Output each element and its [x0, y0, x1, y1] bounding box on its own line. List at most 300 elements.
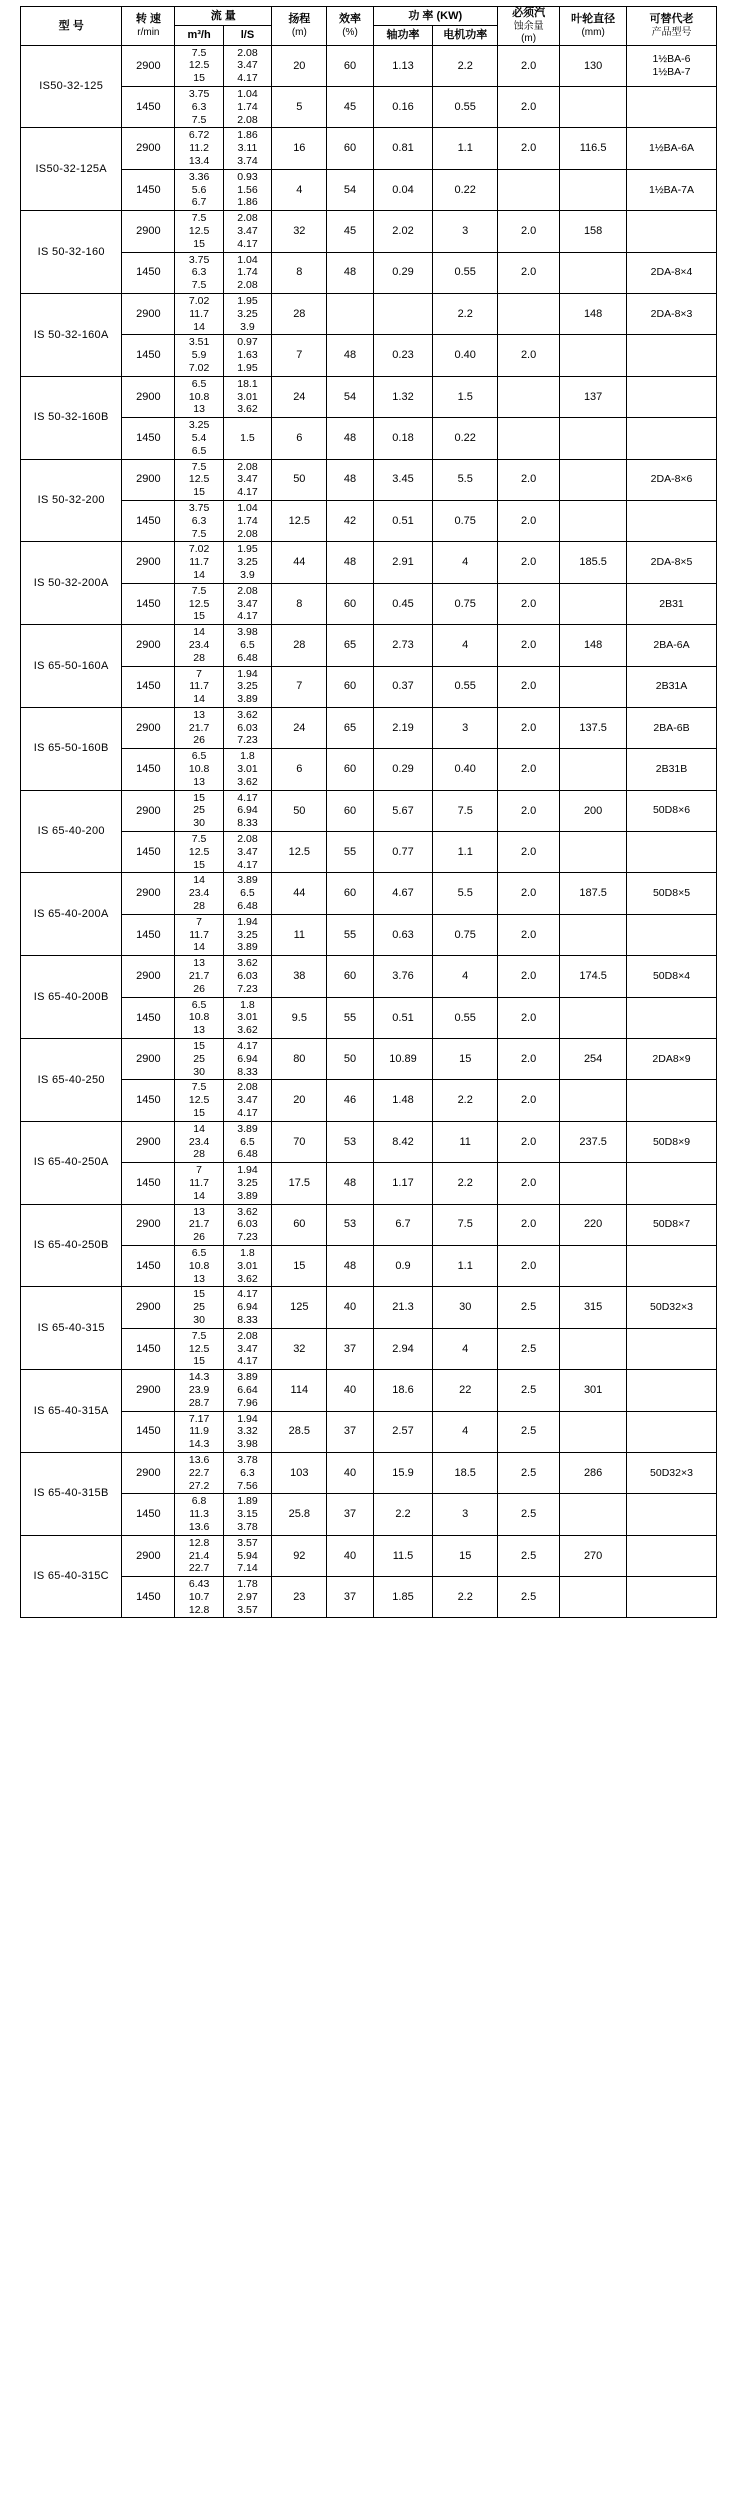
table-row: [21, 1080, 717, 1121]
cell-old-model: 2DA-8×5: [627, 542, 717, 583]
cell-motor-power: 2.2: [433, 45, 498, 86]
table-row: [21, 1577, 717, 1618]
cell-rpm: 1450: [122, 252, 175, 293]
cell-efficiency: 54: [327, 169, 373, 210]
cell-efficiency: 55: [327, 914, 373, 955]
cell-old-model: 50D8×5: [627, 873, 717, 914]
cell-shaft-power: 2.02: [373, 211, 433, 252]
cell-efficiency: 60: [327, 790, 373, 831]
cell-shaft-power: 0.18: [373, 418, 433, 459]
cell-impeller-diameter: 185.5: [560, 542, 627, 583]
cell-head: 32: [272, 211, 327, 252]
cell-npsh: 2.0: [497, 45, 559, 86]
cell-efficiency: 48: [327, 542, 373, 583]
table-row: [21, 87, 717, 128]
cell-motor-power: 2.2: [433, 1577, 498, 1618]
cell-efficiency: 55: [327, 997, 373, 1038]
cell-head: 12.5: [272, 500, 327, 541]
cell-npsh: 2.0: [497, 914, 559, 955]
cell-motor-power: 3: [433, 211, 498, 252]
cell-flow-m3h: 7 11.7 14: [175, 666, 223, 707]
cell-npsh: 2.0: [497, 956, 559, 997]
cell-npsh: 2.5: [497, 1411, 559, 1452]
cell-shaft-power: 2.73: [373, 625, 433, 666]
table-row: [21, 1039, 717, 1080]
cell-head: 16: [272, 128, 327, 169]
cell-shaft-power: 1.13: [373, 45, 433, 86]
cell-head: 20: [272, 45, 327, 86]
cell-old-model: [627, 87, 717, 128]
cell-model: IS 65-40-250B: [21, 1204, 122, 1287]
header-flow-m3h: m³/h: [175, 26, 223, 45]
cell-motor-power: 4: [433, 542, 498, 583]
cell-motor-power: 15: [433, 1535, 498, 1576]
cell-model: IS 50-32-160: [21, 211, 122, 294]
cell-impeller-diameter: [560, 1245, 627, 1286]
cell-head: 44: [272, 542, 327, 583]
cell-head: 32: [272, 1328, 327, 1369]
cell-model: IS 65-50-160A: [21, 625, 122, 708]
cell-efficiency: 48: [327, 252, 373, 293]
cell-impeller-diameter: [560, 252, 627, 293]
cell-motor-power: 5.5: [433, 873, 498, 914]
cell-head: 15: [272, 1245, 327, 1286]
cell-flow-m3h: 7 11.7 14: [175, 914, 223, 955]
cell-motor-power: 2.2: [433, 1163, 498, 1204]
cell-old-model: 2B31A: [627, 666, 717, 707]
cell-shaft-power: 1.17: [373, 1163, 433, 1204]
cell-shaft-power: 0.16: [373, 87, 433, 128]
cell-rpm: 1450: [122, 749, 175, 790]
cell-shaft-power: 3.76: [373, 956, 433, 997]
table-row: [21, 1411, 717, 1452]
cell-efficiency: 48: [327, 335, 373, 376]
cell-model: IS 65-40-200: [21, 790, 122, 873]
cell-impeller-diameter: [560, 1577, 627, 1618]
cell-rpm: 1450: [122, 1080, 175, 1121]
cell-flow-m3h: 14 23.4 28: [175, 873, 223, 914]
table-row: [21, 956, 717, 997]
cell-head: 23: [272, 1577, 327, 1618]
cell-impeller-diameter: [560, 335, 627, 376]
cell-flow-m3h: 6.5 10.8 13: [175, 1245, 223, 1286]
table-row: [21, 1535, 717, 1576]
cell-rpm: 1450: [122, 997, 175, 1038]
header-impeller-diameter: 叶轮直径 (mm): [560, 7, 627, 46]
cell-flow-m3h: 13.6 22.7 27.2: [175, 1452, 223, 1493]
cell-impeller-diameter: 148: [560, 293, 627, 334]
cell-motor-power: 3: [433, 1494, 498, 1535]
cell-impeller-diameter: [560, 997, 627, 1038]
cell-flow-ls: 18.1 3.01 3.62: [223, 376, 271, 417]
cell-motor-power: 0.55: [433, 997, 498, 1038]
cell-impeller-diameter: [560, 169, 627, 210]
cell-model: IS 65-40-315C: [21, 1535, 122, 1618]
cell-flow-m3h: 3.75 6.3 7.5: [175, 252, 223, 293]
table-row: [21, 1245, 717, 1286]
cell-impeller-diameter: 301: [560, 1370, 627, 1411]
cell-old-model: [627, 500, 717, 541]
cell-impeller-diameter: 237.5: [560, 1121, 627, 1162]
cell-motor-power: 0.75: [433, 583, 498, 624]
table-row: [21, 583, 717, 624]
cell-impeller-diameter: [560, 500, 627, 541]
cell-flow-ls: 3.89 6.5 6.48: [223, 1121, 271, 1162]
header-power: 功 率 (KW): [373, 7, 497, 26]
cell-npsh: 2.0: [497, 500, 559, 541]
cell-old-model: [627, 1080, 717, 1121]
cell-head: 11: [272, 914, 327, 955]
cell-flow-ls: 2.08 3.47 4.17: [223, 459, 271, 500]
cell-efficiency: 48: [327, 1163, 373, 1204]
cell-impeller-diameter: 200: [560, 790, 627, 831]
cell-npsh: 2.0: [497, 87, 559, 128]
cell-flow-m3h: 6.72 11.2 13.4: [175, 128, 223, 169]
cell-motor-power: 7.5: [433, 1204, 498, 1245]
cell-shaft-power: 0.51: [373, 500, 433, 541]
cell-npsh: [497, 418, 559, 459]
cell-shaft-power: 1.85: [373, 1577, 433, 1618]
cell-npsh: 2.0: [497, 335, 559, 376]
cell-flow-ls: 3.57 5.94 7.14: [223, 1535, 271, 1576]
cell-flow-m3h: 3.36 5.6 6.7: [175, 169, 223, 210]
cell-old-model: 2DA-8×6: [627, 459, 717, 500]
cell-flow-m3h: 7.02 11.7 14: [175, 293, 223, 334]
cell-model: IS 50-32-160A: [21, 293, 122, 376]
header-head: 扬程 (m): [272, 7, 327, 46]
cell-motor-power: 7.5: [433, 790, 498, 831]
cell-flow-m3h: 7.5 12.5 15: [175, 211, 223, 252]
cell-efficiency: 60: [327, 128, 373, 169]
cell-old-model: 50D8×7: [627, 1204, 717, 1245]
cell-flow-m3h: 15 25 30: [175, 790, 223, 831]
cell-npsh: 2.5: [497, 1452, 559, 1493]
cell-old-model: [627, 1577, 717, 1618]
cell-motor-power: 0.55: [433, 252, 498, 293]
cell-old-model: [627, 1535, 717, 1576]
cell-efficiency: 37: [327, 1411, 373, 1452]
table-row: [21, 252, 717, 293]
cell-shaft-power: 0.29: [373, 252, 433, 293]
cell-efficiency: 60: [327, 583, 373, 624]
cell-impeller-diameter: 174.5: [560, 956, 627, 997]
cell-impeller-diameter: 137.5: [560, 707, 627, 748]
cell-shaft-power: 0.81: [373, 128, 433, 169]
cell-old-model: [627, 418, 717, 459]
cell-npsh: 2.0: [497, 1245, 559, 1286]
cell-rpm: 1450: [122, 1328, 175, 1369]
cell-head: 114: [272, 1370, 327, 1411]
cell-impeller-diameter: [560, 583, 627, 624]
cell-npsh: 2.5: [497, 1535, 559, 1576]
pump-spec-table: [20, 6, 717, 1618]
cell-rpm: 2900: [122, 1121, 175, 1162]
cell-npsh: 2.5: [497, 1287, 559, 1328]
table-row: [21, 914, 717, 955]
cell-shaft-power: 21.3: [373, 1287, 433, 1328]
cell-shaft-power: 2.57: [373, 1411, 433, 1452]
cell-flow-ls: 1.95 3.25 3.9: [223, 542, 271, 583]
table-row: [21, 1370, 717, 1411]
cell-old-model: 2DA8×9: [627, 1039, 717, 1080]
cell-flow-m3h: 7.5 12.5 15: [175, 1080, 223, 1121]
cell-efficiency: 46: [327, 1080, 373, 1121]
cell-flow-m3h: 7.5 12.5 15: [175, 583, 223, 624]
cell-rpm: 2900: [122, 1204, 175, 1245]
cell-flow-ls: 2.08 3.47 4.17: [223, 1080, 271, 1121]
header-efficiency: 效率 (%): [327, 7, 373, 46]
cell-shaft-power: 5.67: [373, 790, 433, 831]
cell-rpm: 1450: [122, 832, 175, 873]
header-rpm: 转 速 r/min: [122, 7, 175, 46]
cell-flow-m3h: 7.02 11.7 14: [175, 542, 223, 583]
cell-model: IS50-32-125A: [21, 128, 122, 211]
cell-old-model: 50D8×6: [627, 790, 717, 831]
cell-flow-ls: 1.04 1.74 2.08: [223, 252, 271, 293]
cell-old-model: 1½BA-6 1½BA-7: [627, 45, 717, 86]
cell-shaft-power: 0.9: [373, 1245, 433, 1286]
cell-flow-ls: 2.08 3.47 4.17: [223, 211, 271, 252]
cell-shaft-power: 6.7: [373, 1204, 433, 1245]
cell-npsh: 2.0: [497, 1080, 559, 1121]
cell-flow-m3h: 13 21.7 26: [175, 1204, 223, 1245]
header-old-model: 可替代老 产品型号: [627, 7, 717, 46]
cell-shaft-power: 0.51: [373, 997, 433, 1038]
cell-rpm: 1450: [122, 335, 175, 376]
header-shaft-power: 轴功率: [373, 26, 433, 45]
cell-rpm: 1450: [122, 1577, 175, 1618]
cell-impeller-diameter: [560, 1163, 627, 1204]
cell-impeller-diameter: [560, 1494, 627, 1535]
cell-flow-m3h: 12.8 21.4 22.7: [175, 1535, 223, 1576]
cell-rpm: 1450: [122, 418, 175, 459]
table-row: [21, 500, 717, 541]
cell-shaft-power: 4.67: [373, 873, 433, 914]
cell-rpm: 2900: [122, 1370, 175, 1411]
cell-npsh: 2.5: [497, 1370, 559, 1411]
cell-shaft-power: 2.19: [373, 707, 433, 748]
cell-motor-power: 15: [433, 1039, 498, 1080]
cell-npsh: 2.0: [497, 625, 559, 666]
cell-shaft-power: 0.23: [373, 335, 433, 376]
cell-impeller-diameter: [560, 749, 627, 790]
cell-flow-m3h: 15 25 30: [175, 1039, 223, 1080]
cell-motor-power: 1.1: [433, 832, 498, 873]
cell-shaft-power: 2.2: [373, 1494, 433, 1535]
cell-motor-power: 4: [433, 1411, 498, 1452]
cell-old-model: 50D32×3: [627, 1452, 717, 1493]
cell-old-model: [627, 997, 717, 1038]
cell-flow-ls: 0.93 1.56 1.86: [223, 169, 271, 210]
cell-shaft-power: [373, 293, 433, 334]
cell-flow-ls: 1.78 2.97 3.57: [223, 1577, 271, 1618]
cell-head: 25.8: [272, 1494, 327, 1535]
header-model: 型 号: [21, 7, 122, 46]
cell-efficiency: 50: [327, 1039, 373, 1080]
cell-rpm: 2900: [122, 128, 175, 169]
table-row: [21, 211, 717, 252]
cell-motor-power: 30: [433, 1287, 498, 1328]
cell-efficiency: 48: [327, 418, 373, 459]
cell-rpm: 2900: [122, 1287, 175, 1328]
cell-impeller-diameter: [560, 1411, 627, 1452]
cell-motor-power: 0.75: [433, 500, 498, 541]
cell-rpm: 2900: [122, 542, 175, 583]
cell-efficiency: 37: [327, 1494, 373, 1535]
cell-rpm: 1450: [122, 87, 175, 128]
cell-npsh: 2.0: [497, 1163, 559, 1204]
cell-shaft-power: 2.94: [373, 1328, 433, 1369]
cell-flow-ls: 1.94 3.25 3.89: [223, 666, 271, 707]
table-row: [21, 1328, 717, 1369]
cell-model: IS 50-32-200: [21, 459, 122, 542]
cell-impeller-diameter: [560, 1080, 627, 1121]
table-row: [21, 459, 717, 500]
table-row: [21, 45, 717, 86]
cell-shaft-power: 2.91: [373, 542, 433, 583]
cell-flow-m3h: 7.5 12.5 15: [175, 459, 223, 500]
cell-efficiency: [327, 293, 373, 334]
cell-rpm: 2900: [122, 1535, 175, 1576]
cell-flow-ls: 1.5: [223, 418, 271, 459]
cell-head: 92: [272, 1535, 327, 1576]
cell-head: 20: [272, 1080, 327, 1121]
header-flow: 流 量: [175, 7, 272, 26]
cell-old-model: 2BA-6A: [627, 625, 717, 666]
cell-head: 28: [272, 625, 327, 666]
cell-old-model: 1½BA-6A: [627, 128, 717, 169]
cell-efficiency: 37: [327, 1328, 373, 1369]
table-row: [21, 1452, 717, 1493]
cell-efficiency: 40: [327, 1452, 373, 1493]
cell-model: IS50-32-125: [21, 45, 122, 128]
cell-impeller-diameter: [560, 1328, 627, 1369]
cell-head: 12.5: [272, 832, 327, 873]
cell-impeller-diameter: 148: [560, 625, 627, 666]
cell-head: 8: [272, 252, 327, 293]
cell-flow-m3h: 3.51 5.9 7.02: [175, 335, 223, 376]
cell-motor-power: 4: [433, 956, 498, 997]
cell-motor-power: 0.22: [433, 169, 498, 210]
cell-efficiency: 55: [327, 832, 373, 873]
cell-old-model: 2BA-6B: [627, 707, 717, 748]
cell-flow-m3h: 6.5 10.8 13: [175, 376, 223, 417]
cell-npsh: 2.5: [497, 1577, 559, 1618]
cell-model: IS 65-40-315A: [21, 1370, 122, 1453]
cell-head: 7: [272, 666, 327, 707]
cell-efficiency: 48: [327, 1245, 373, 1286]
cell-old-model: 2B31B: [627, 749, 717, 790]
cell-impeller-diameter: [560, 832, 627, 873]
cell-flow-m3h: 7.5 12.5 15: [175, 1328, 223, 1369]
cell-rpm: 2900: [122, 873, 175, 914]
cell-old-model: 50D8×9: [627, 1121, 717, 1162]
cell-npsh: 2.0: [497, 749, 559, 790]
cell-npsh: 2.0: [497, 997, 559, 1038]
cell-impeller-diameter: 220: [560, 1204, 627, 1245]
cell-rpm: 1450: [122, 500, 175, 541]
cell-npsh: 2.0: [497, 252, 559, 293]
cell-efficiency: 60: [327, 45, 373, 86]
cell-flow-ls: 1.94 3.32 3.98: [223, 1411, 271, 1452]
cell-head: 8: [272, 583, 327, 624]
table-body: [21, 45, 717, 1618]
cell-flow-ls: 2.08 3.47 4.17: [223, 45, 271, 86]
cell-npsh: 2.0: [497, 1204, 559, 1245]
cell-shaft-power: 0.45: [373, 583, 433, 624]
cell-shaft-power: 0.04: [373, 169, 433, 210]
cell-flow-ls: 2.08 3.47 4.17: [223, 832, 271, 873]
cell-flow-m3h: 6.5 10.8 13: [175, 997, 223, 1038]
cell-old-model: [627, 376, 717, 417]
cell-rpm: 1450: [122, 1163, 175, 1204]
cell-impeller-diameter: 158: [560, 211, 627, 252]
cell-rpm: 2900: [122, 293, 175, 334]
cell-impeller-diameter: 137: [560, 376, 627, 417]
cell-flow-m3h: 7.5 12.5 15: [175, 832, 223, 873]
cell-efficiency: 45: [327, 87, 373, 128]
cell-flow-ls: 1.8 3.01 3.62: [223, 749, 271, 790]
cell-flow-ls: 3.62 6.03 7.23: [223, 1204, 271, 1245]
cell-npsh: 2.0: [497, 1039, 559, 1080]
cell-flow-ls: 3.62 6.03 7.23: [223, 707, 271, 748]
cell-old-model: [627, 1245, 717, 1286]
cell-npsh: 2.0: [497, 707, 559, 748]
cell-npsh: 2.0: [497, 790, 559, 831]
cell-old-model: 2B31: [627, 583, 717, 624]
cell-shaft-power: 10.89: [373, 1039, 433, 1080]
cell-rpm: 1450: [122, 1411, 175, 1452]
cell-model: IS 50-32-160B: [21, 376, 122, 459]
cell-head: 6: [272, 749, 327, 790]
cell-motor-power: 1.5: [433, 376, 498, 417]
cell-motor-power: 4: [433, 625, 498, 666]
cell-efficiency: 65: [327, 707, 373, 748]
cell-shaft-power: 11.5: [373, 1535, 433, 1576]
cell-old-model: [627, 1494, 717, 1535]
cell-flow-m3h: 15 25 30: [175, 1287, 223, 1328]
cell-motor-power: 0.55: [433, 87, 498, 128]
table-row: [21, 169, 717, 210]
cell-efficiency: 48: [327, 459, 373, 500]
cell-efficiency: 54: [327, 376, 373, 417]
cell-flow-ls: 2.08 3.47 4.17: [223, 583, 271, 624]
cell-npsh: 2.0: [497, 873, 559, 914]
cell-rpm: 2900: [122, 625, 175, 666]
cell-npsh: [497, 376, 559, 417]
table-row: [21, 832, 717, 873]
cell-efficiency: 53: [327, 1121, 373, 1162]
cell-motor-power: 0.40: [433, 749, 498, 790]
cell-old-model: 2DA-8×3: [627, 293, 717, 334]
cell-flow-ls: 1.89 3.15 3.78: [223, 1494, 271, 1535]
cell-head: 17.5: [272, 1163, 327, 1204]
cell-motor-power: 4: [433, 1328, 498, 1369]
cell-head: 6: [272, 418, 327, 459]
cell-impeller-diameter: 315: [560, 1287, 627, 1328]
table-row: [21, 335, 717, 376]
cell-flow-ls: 0.97 1.63 1.95: [223, 335, 271, 376]
cell-efficiency: 45: [327, 211, 373, 252]
cell-head: 24: [272, 376, 327, 417]
cell-flow-m3h: 14.3 23.9 28.7: [175, 1370, 223, 1411]
cell-old-model: 50D32×3: [627, 1287, 717, 1328]
cell-flow-m3h: 3.75 6.3 7.5: [175, 87, 223, 128]
table-row: [21, 997, 717, 1038]
table-row: [21, 1287, 717, 1328]
cell-rpm: 2900: [122, 211, 175, 252]
table-header: [21, 7, 717, 46]
